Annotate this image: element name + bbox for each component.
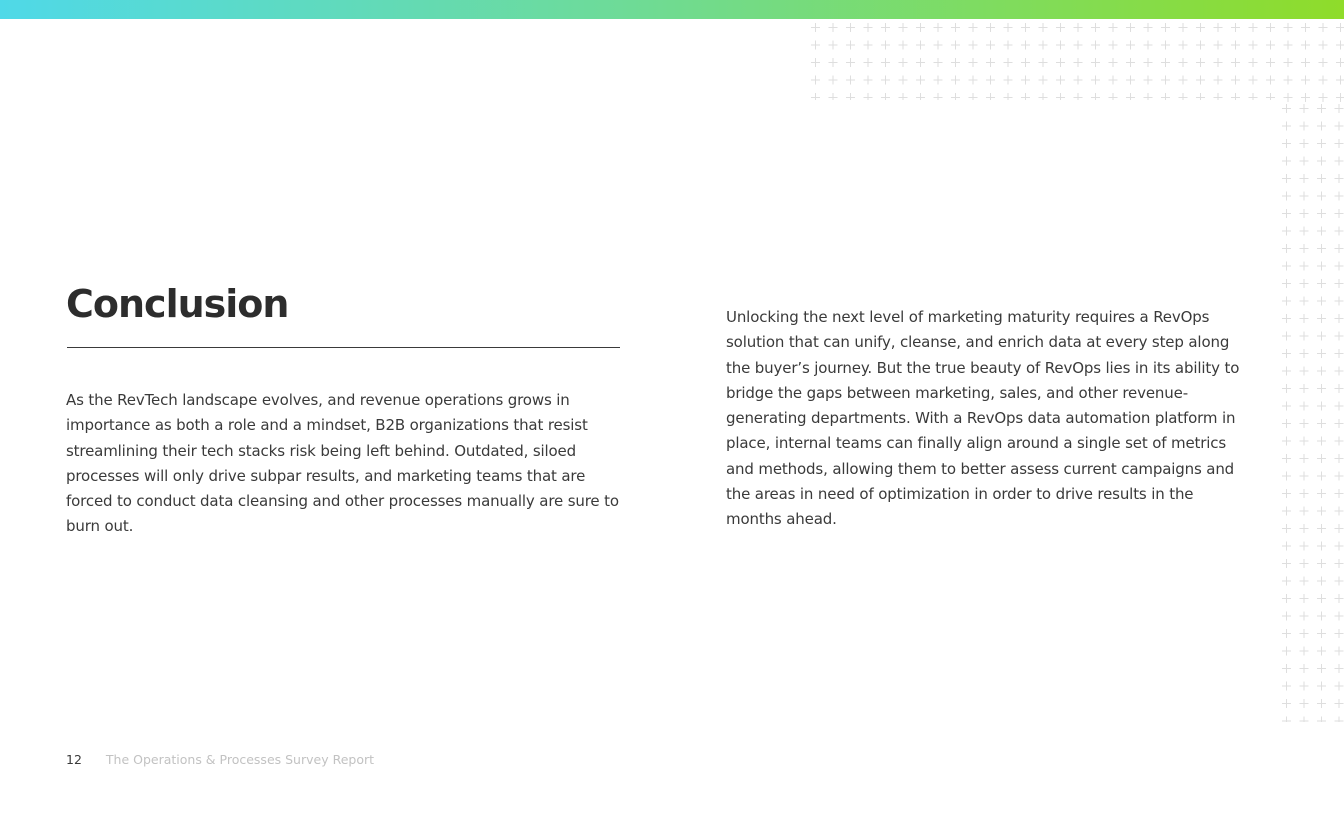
plus-grid-pattern-top	[805, 19, 1344, 107]
plus-grid-pattern-side	[1278, 100, 1344, 722]
heading-divider	[67, 347, 620, 348]
left-paragraph: As the RevTech landscape evolves, and revenue operations grows in importance as both a role and a mindset, B2B organizations that resist streamlining their tech stacks risk being left behind. Outdated, siloed processes will only drive subpar results, and marketing teams that are forced to conduct data cleansing and other processes manually are sure to burn out.	[66, 391, 619, 536]
section-heading: Conclusion	[66, 282, 289, 326]
page-footer	[66, 752, 374, 767]
right-paragraph: Unlocking the next level of marketing maturity requires a RevOps solution that can unify, cleanse, and enrich data at every step along the buyer’s journey. But the true beauty of RevOps lies in its ability to bridge the gaps between marketing, sales, and other revenue-generating departments. With a RevOps data automation platform in place, internal teams can finally align around a single set of metrics and methods, allowing them to better assess current campaigns and the areas in need of optimization in order to drive results in the months ahead.	[726, 308, 1240, 529]
page-number: 12	[66, 752, 82, 767]
report-title: The Operations & Processes Survey Report	[105, 752, 375, 767]
top-gradient-bar	[0, 0, 1344, 19]
